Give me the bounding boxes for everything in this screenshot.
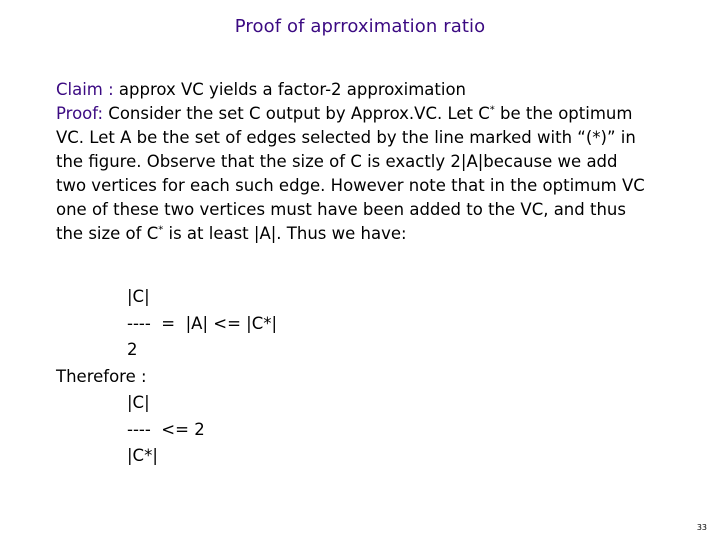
proof-line-6 <box>56 222 696 246</box>
proof-line-1 <box>56 102 696 126</box>
proof-text-6b: is at least |A|. Thus we have: <box>163 224 407 243</box>
claim-text: approx VC yields a factor-2 approximation <box>113 80 467 99</box>
proof-line-2: VC. Let A be the set of edges selected by the line marked with “(*)” in <box>56 128 636 147</box>
fraction1-line: ---- = |A| <= |C*| <box>127 313 278 333</box>
proof-label: Proof: <box>56 104 104 123</box>
fraction2-numerator: |C| <box>127 393 150 412</box>
fraction1-denominator: 2 <box>127 340 138 359</box>
proof-text-6a: the size of C <box>56 224 159 243</box>
claim-line <box>56 78 696 102</box>
proof-text-1b: be the optimum <box>494 104 633 123</box>
claim-label: Claim : <box>56 80 114 99</box>
proof-line-3: the figure. Observe that the size of C is exactly 2|A|because we add <box>56 152 618 171</box>
slide-title: Proof of aprroximation ratio <box>234 16 486 37</box>
page-number: 33 <box>696 523 707 532</box>
fraction1-numerator: |C| <box>127 287 150 306</box>
therefore-label: Therefore : <box>56 366 147 386</box>
proof-line-5: one of these two vertices must have been added to the VC, and thus <box>56 200 626 219</box>
star-superscript: * <box>489 104 495 116</box>
math-derivation <box>56 284 456 470</box>
star-superscript: * <box>158 224 164 236</box>
proof-line-4: two vertices for each such edge. However note that in the optimum VC <box>56 176 645 195</box>
proof-text <box>56 78 696 246</box>
fraction2-denominator: |C*| <box>127 446 158 465</box>
fraction2-line: ---- <= 2 <box>127 419 205 439</box>
proof-text-1a: Consider the set C output by Approx.VC. Let C <box>103 104 490 123</box>
